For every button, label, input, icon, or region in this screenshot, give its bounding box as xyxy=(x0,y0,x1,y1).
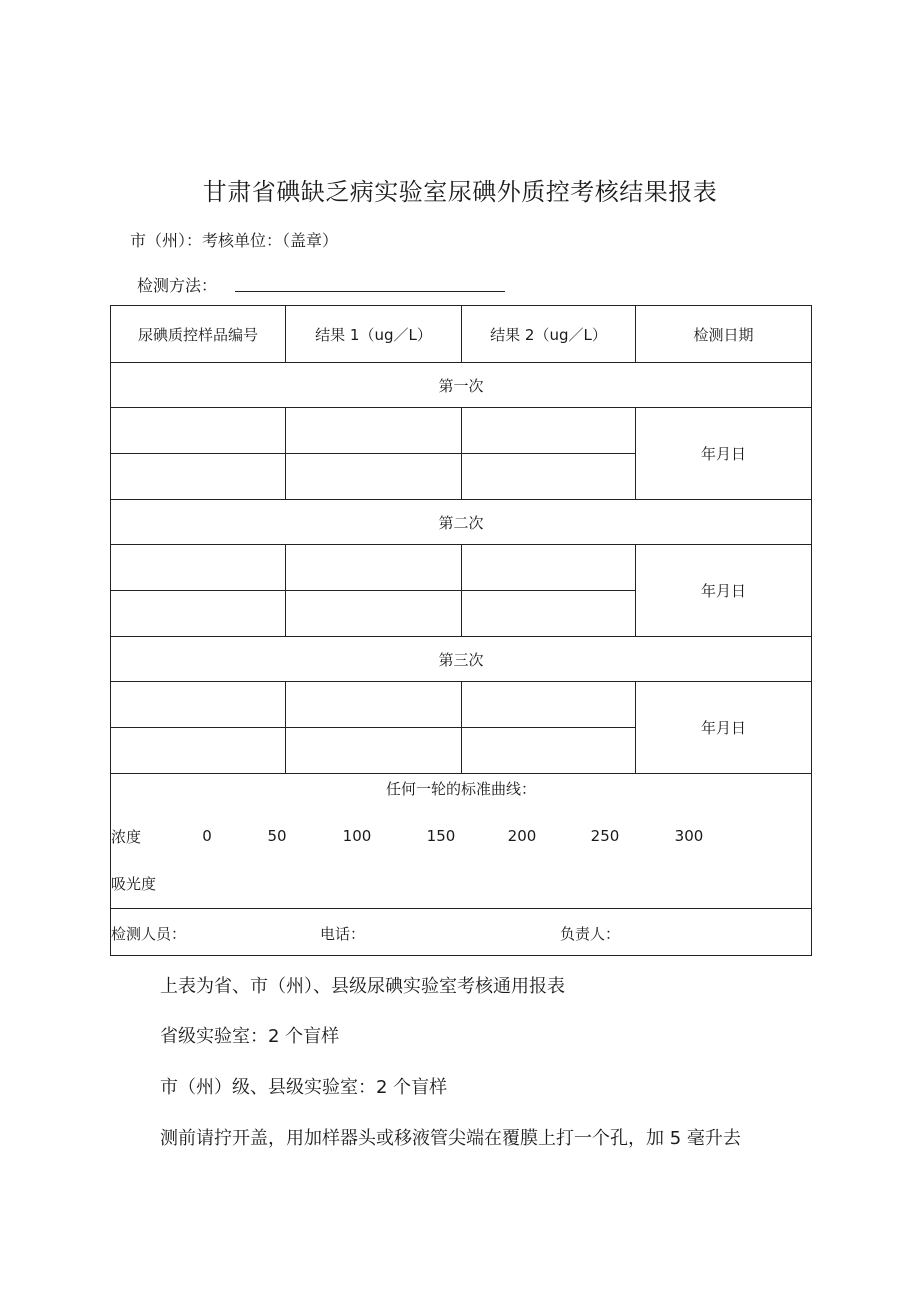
cell-sample-id[interactable] xyxy=(111,728,286,774)
method-label: 检测方法： xyxy=(137,276,218,295)
unit-line: 市（州）：考核单位：（盖章） xyxy=(130,231,339,250)
cell-result-2[interactable] xyxy=(462,408,636,454)
signature-cell xyxy=(111,909,812,956)
concentration-value: 200 xyxy=(507,827,537,845)
cell-date: 年月日 xyxy=(636,682,812,774)
note-line: 省级实验室：2 个盲样 xyxy=(160,1026,340,1047)
note-line: 测前请拧开盖，用加样器头或移液管尖端在覆膜上打一个孔，加 5 毫升去 xyxy=(160,1128,741,1149)
round-row xyxy=(111,637,812,682)
cell-sample-id[interactable] xyxy=(111,682,286,728)
table-row xyxy=(111,682,812,728)
cell-result-2[interactable] xyxy=(462,545,636,591)
phone-label: 电话： xyxy=(320,925,366,943)
table-row xyxy=(111,408,812,454)
round-label-2: 第二次 xyxy=(111,500,812,545)
tester-label: 检测人员： xyxy=(111,925,187,943)
cell-result-2[interactable] xyxy=(462,728,636,774)
concentration-value: 250 xyxy=(590,827,620,845)
cell-result-2[interactable] xyxy=(462,682,636,728)
page-title: 甘肃省碘缺乏病实验室尿碘外质控考核结果报表 xyxy=(202,178,718,206)
note-line: 市（州）级、县级实验室：2 个盲样 xyxy=(160,1077,448,1098)
responsible-label: 负责人： xyxy=(560,925,621,943)
cell-date: 年月日 xyxy=(636,545,812,637)
concentration-value: 150 xyxy=(426,827,456,845)
table-row xyxy=(111,545,812,591)
header-row xyxy=(111,306,812,363)
cell-result-1[interactable] xyxy=(286,682,462,728)
cell-result-1[interactable] xyxy=(286,728,462,774)
cell-sample-id[interactable] xyxy=(111,591,286,637)
round-label-3: 第三次 xyxy=(111,637,812,682)
method-blank-line xyxy=(235,291,505,292)
note-line: 上表为省、市（州）、县级尿碘实验室考核通用报表 xyxy=(160,976,565,997)
round-label-1: 第一次 xyxy=(111,363,812,408)
round-row xyxy=(111,500,812,545)
header-result-1: 结果 1（ug／L） xyxy=(286,306,462,363)
report-table xyxy=(110,305,812,956)
cell-result-1[interactable] xyxy=(286,454,462,500)
concentration-label: 浓度 xyxy=(111,828,142,846)
concentration-value: 50 xyxy=(267,827,287,845)
concentration-value: 300 xyxy=(674,827,704,845)
cell-result-1[interactable] xyxy=(286,408,462,454)
cell-result-2[interactable] xyxy=(462,454,636,500)
round-row xyxy=(111,363,812,408)
cell-result-1[interactable] xyxy=(286,591,462,637)
header-sample-id: 尿碘质控样品编号 xyxy=(111,306,286,363)
cell-date: 年月日 xyxy=(636,408,812,500)
header-test-date: 检测日期 xyxy=(636,306,812,363)
absorbance-label: 吸光度 xyxy=(111,875,157,893)
header-result-2: 结果 2（ug／L） xyxy=(462,306,636,363)
signature-row xyxy=(111,909,812,956)
cell-result-1[interactable] xyxy=(286,545,462,591)
concentration-value: 100 xyxy=(342,827,372,845)
concentration-value: 0 xyxy=(202,827,212,845)
standard-curve-cell[interactable] xyxy=(111,774,812,909)
cell-result-2[interactable] xyxy=(462,591,636,637)
cell-sample-id[interactable] xyxy=(111,545,286,591)
cell-sample-id[interactable] xyxy=(111,454,286,500)
curve-title: 任何一轮的标准曲线： xyxy=(385,780,536,798)
cell-sample-id[interactable] xyxy=(111,408,286,454)
standard-curve-row xyxy=(111,774,812,909)
